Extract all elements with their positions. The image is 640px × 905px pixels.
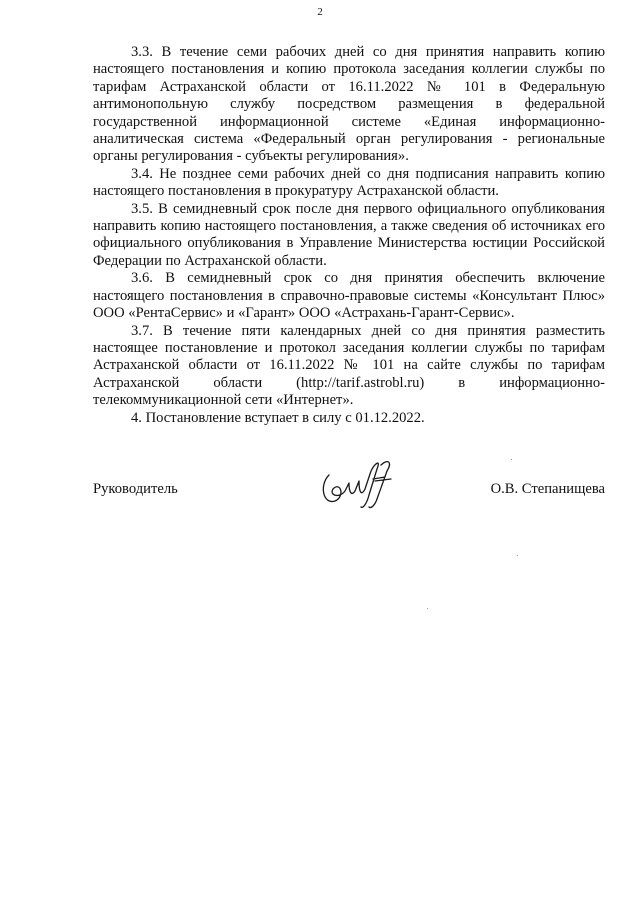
paragraph-3-5: 3.5. В семидневный срок после дня первого официального опубликования направить копию настоящего постановления, а также сведения об источниках его официального опубликования в Управление Министерства юстиции Российской Федерации по Астраханской области. <box>93 200 605 269</box>
paragraph-3-7: 3.7. В течение пяти календарных дней со дня принятия разместить настоящее постановление и протокол заседания коллегии службы по тарифам Астраханской области от 16.11.2022 № 101 на сайте службы по тарифам Астраханской области (http://tarif.astrobl.ru) в информационно-телекоммуникационной сети «Интернет». <box>93 322 605 409</box>
signatory-position: Руководитель <box>93 481 178 497</box>
handwritten-signature <box>315 455 405 513</box>
signatory-name: О.В. Степанищева <box>490 481 605 497</box>
scan-speck <box>427 608 428 609</box>
page-number: 2 <box>317 6 323 18</box>
scan-speck <box>517 555 518 556</box>
scan-speck <box>511 459 512 460</box>
paragraph-4: 4. Постановление вступает в силу с 01.12.2022. <box>131 409 425 426</box>
document-body <box>93 44 605 427</box>
signature-block <box>93 455 605 515</box>
paragraph-3-6: 3.6. В семидневный срок со дня принятия обеспечить включение настоящего постановления в справочно-правовые системы «Консультант Плюс» ООО «РентаСервис» и «Гарант» ООО «Астрахань-Гарант-Сервис». <box>93 270 605 322</box>
paragraph-3-4: 3.4. Не позднее семи рабочих дней со дня подписания направить копию настоящего постановления в прокуратуру Астраханской области. <box>93 165 605 200</box>
paragraph-3-3: 3.3. В течение семи рабочих дней со дня принятия направить копию настоящего постановления и копию протокола заседания коллегии службы по тарифам Астраханской области от 16.11.2022 № 101 в Федеральную антимонопольную службу посредством размещения в федеральной государственной информационной системе «Единая информационно-аналитическая система «Федеральный орган регулирования - региональные органы регулирования - субъекты регулирования». <box>93 44 605 165</box>
